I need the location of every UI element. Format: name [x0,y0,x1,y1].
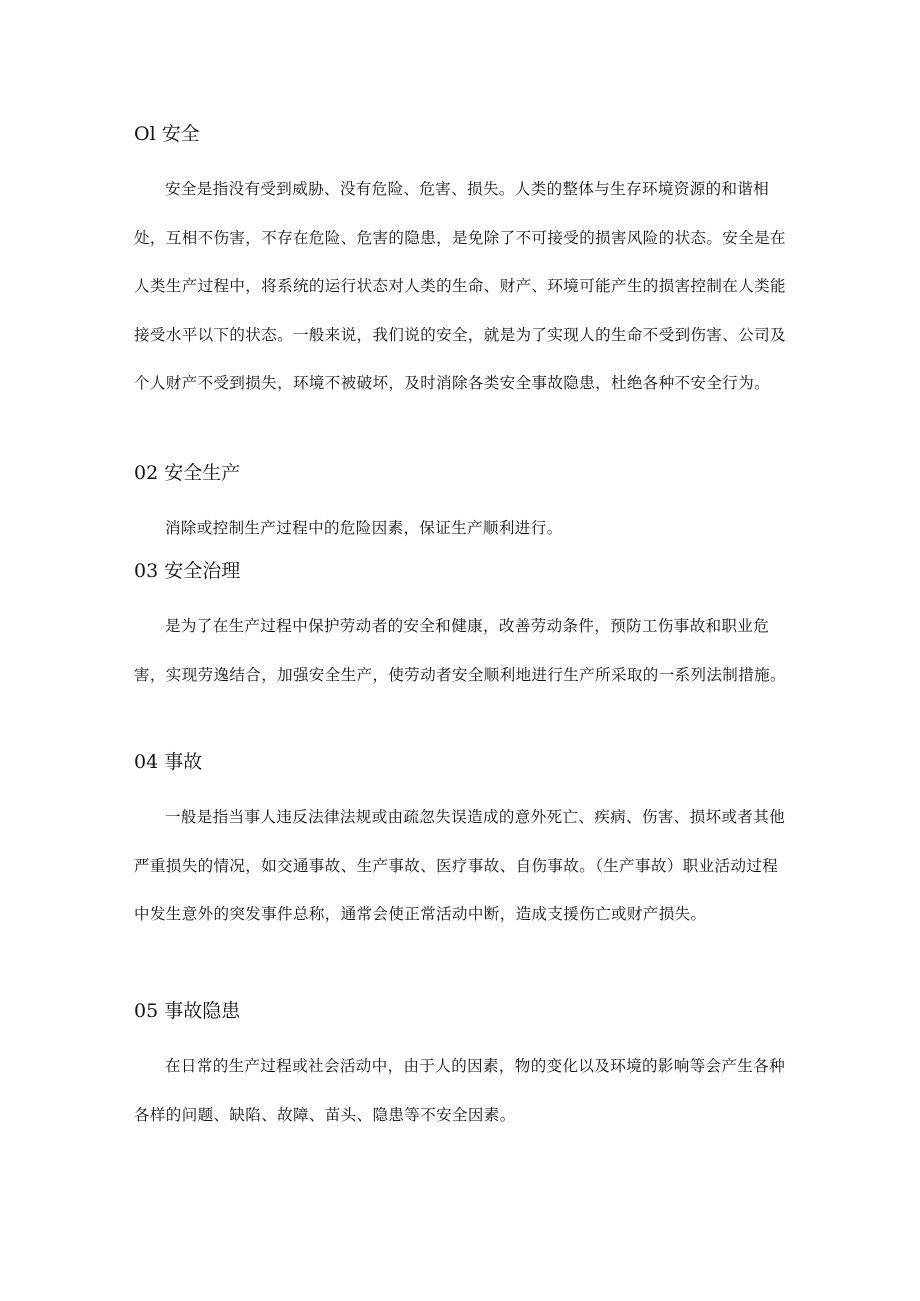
section-accident [134,748,794,939]
section-safe-production [134,459,794,553]
section-body: 一般是指当事人违反法律法规或由疏忽失误造成的意外死亡、疾病、伤害、损坏或者其他严重损失的情况，如交通事故、生产事故、医疗事故、自伤事故。（生产事故）职业活动过程中发生意外的突发事件总称，通常会使正常活动中断，造成支援伤亡或财产损失。 [134,808,786,923]
section-heading: 04 事故 [134,751,203,773]
section-body: 在日常的生产过程或社会活动中，由于人的因素，物的变化以及环境的影响等会产生各种各样的问题、缺陷、故障、苗头、隐患等不安全因素。 [134,1057,786,1124]
section-heading: Ol 安全 [134,123,200,145]
section-body: 安全是指没有受到威胁、没有危险、危害、损失。人类的整体与生存环境资源的和谐相处，互相不伤害，不存在危险、危害的隐患，是免除了不可接受的损害风险的状态。安全是在人类生产过程中，将系统的运行状态对人类的生命、财产、环境可能产生的损害控制在人类能接受水平以下的状态。一般来说，我们说的安全，就是为了实现人的生命不受到伤害、公司及个人财产不受到损失，环境不被破坏，及时消除各类安全事故隐患，杜绝各种不安全行为。 [134,180,786,392]
section-body: 消除或控制生产过程中的危险因素，保证生产顺利进行。 [165,519,563,537]
section-heading: 03 安全治理 [134,560,241,582]
section-safety-governance [134,557,794,699]
section-heading: 05 事故隐患 [134,1000,241,1022]
section-heading: 02 安全生产 [134,462,241,484]
section-accident-hazard [134,997,794,1139]
section-body: 是为了在生产过程中保护劳动者的安全和健康，改善劳动条件，预防工伤事故和职业危害，实现劳逸结合，加强安全生产，使劳动者安全顺利地进行生产所采取的一系列法制措施。 [134,617,786,684]
section-safety [134,120,794,408]
